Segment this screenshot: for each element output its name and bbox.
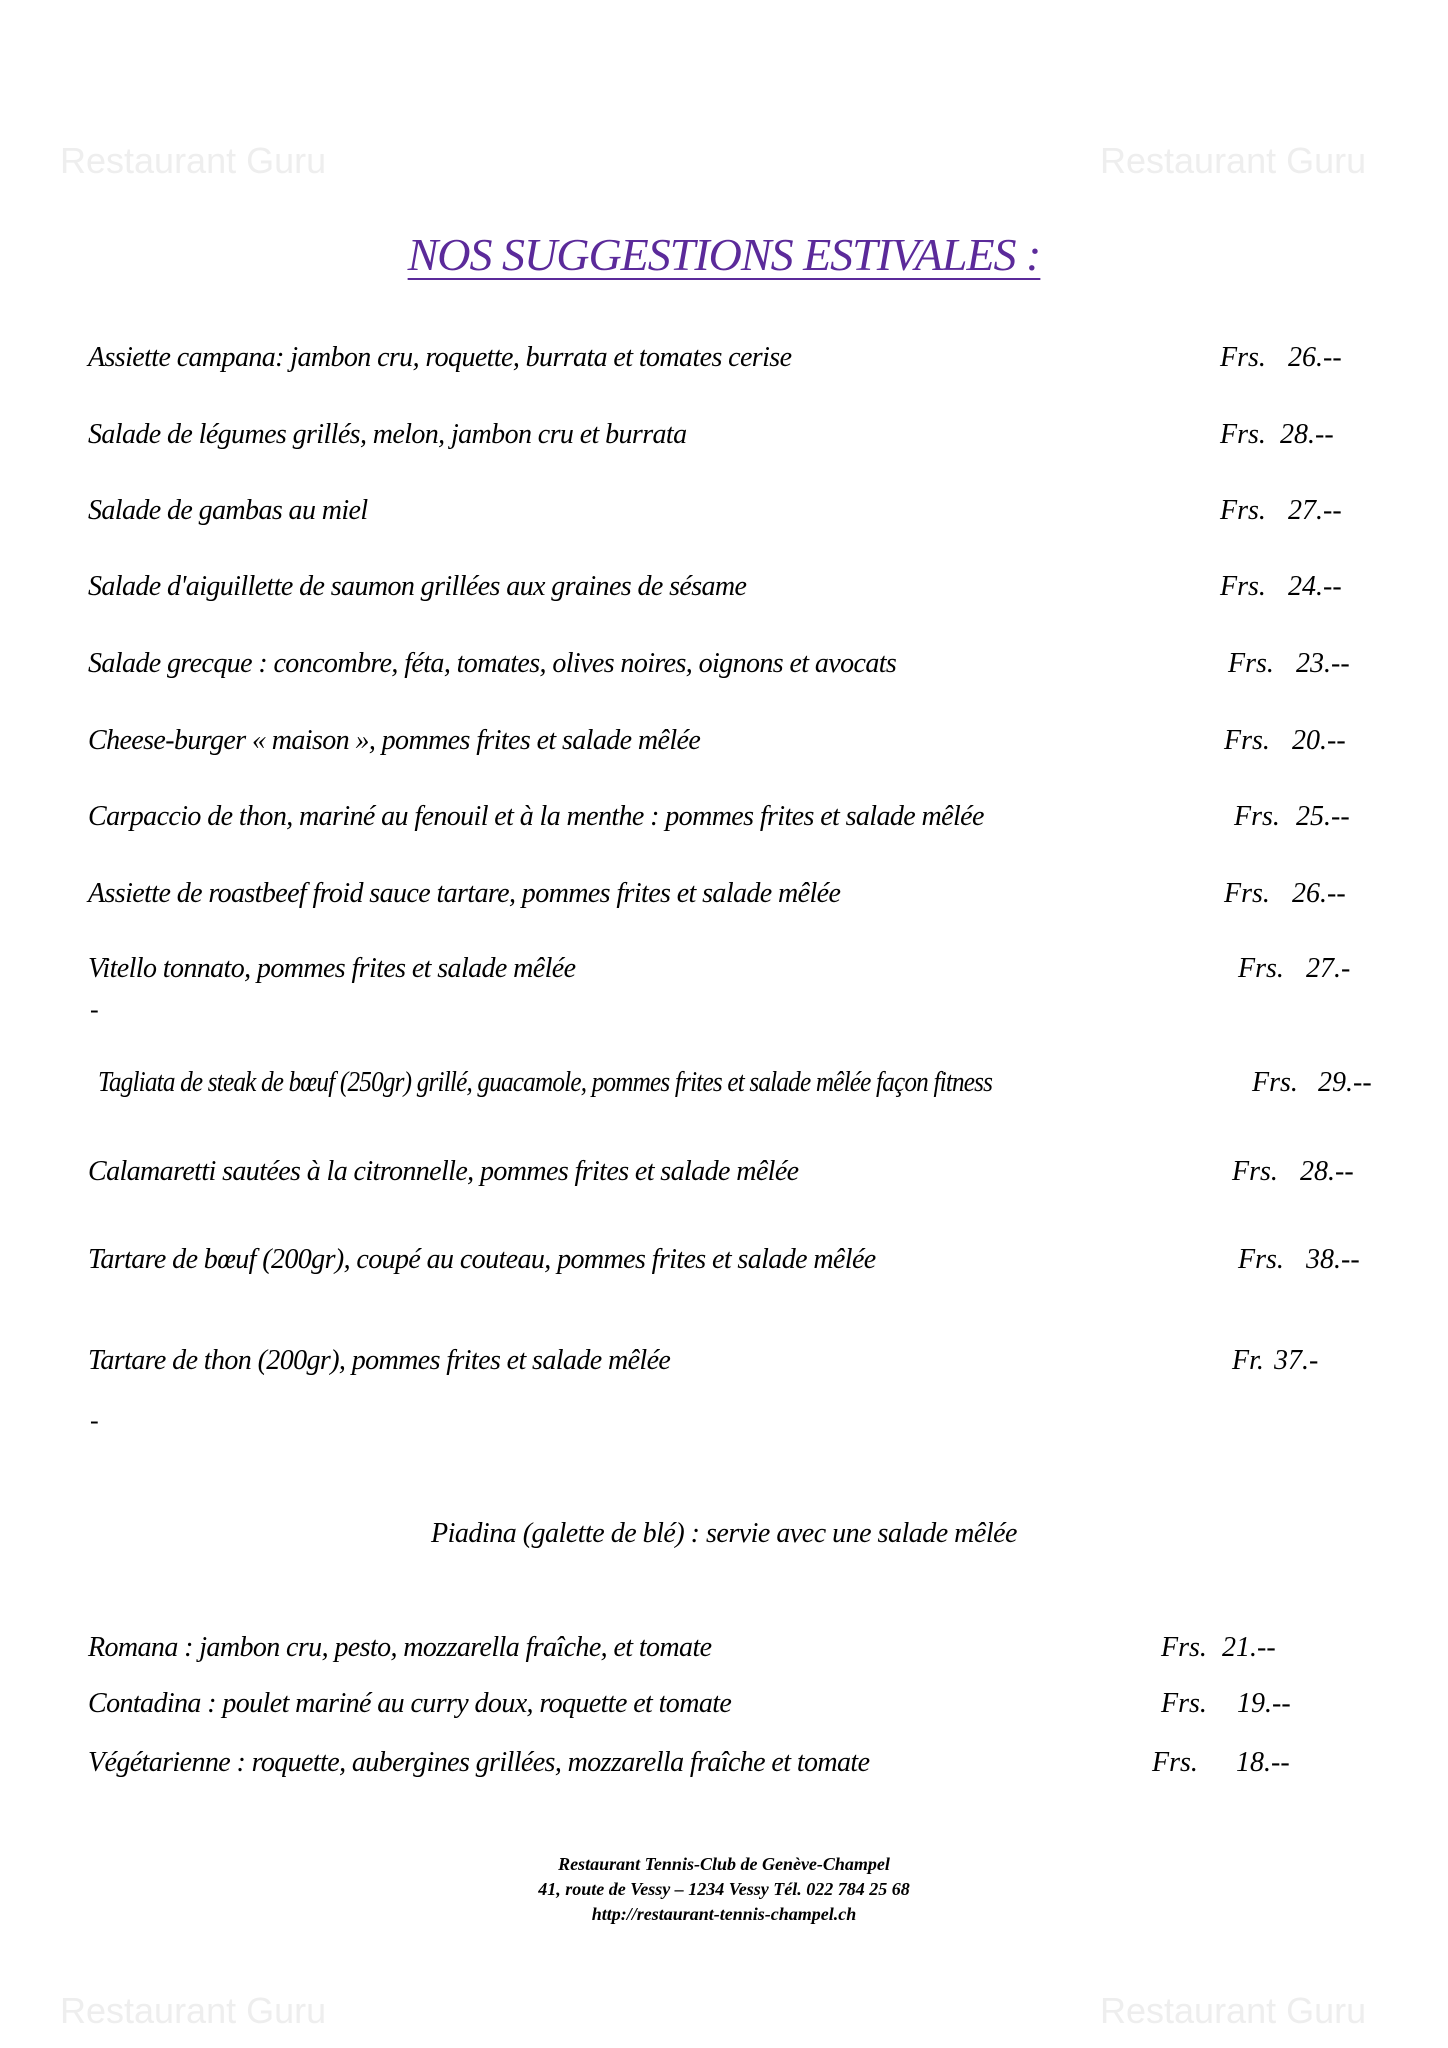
piadina-item-price: 21.-- — [1222, 1632, 1276, 1663]
menu-item-currency: Frs. — [1220, 571, 1266, 602]
page-title: NOS SUGGESTIONS ESTIVALES : — [407, 229, 1041, 280]
menu-item-price: 29.-- — [1318, 1067, 1372, 1098]
menu-item-name: Salade d'aiguillette de saumon grillées aux graines de sésame — [88, 571, 747, 602]
menu-item-price: 27.- — [1306, 953, 1351, 984]
menu-item-price: 27.-- — [1288, 495, 1342, 526]
piadina-item-name: Romana : jambon cru, pesto, mozzarella fraîche, et tomate — [88, 1632, 712, 1663]
watermark: Restaurant Guru — [60, 1990, 327, 2031]
menu-item-price: 25.-- — [1296, 801, 1350, 832]
piadina-item-currency: Frs. — [1152, 1747, 1198, 1778]
menu-item-name: Calamaretti sautées à la citronnelle, pommes frites et salade mêlée — [88, 1156, 799, 1187]
menu-item-name: Vitello tonnato, pommes frites et salade mêlée — [88, 953, 576, 984]
footer — [0, 1852, 1448, 1927]
menu-item-currency: Frs. — [1220, 495, 1266, 526]
menu-item-name: Salade de légumes grillés, melon, jambon cru et burrata — [88, 419, 687, 450]
menu-item-name: Carpaccio de thon, mariné au fenouil et à la menthe : pommes frites et salade mêlée — [88, 801, 984, 832]
menu-item-name: Assiette campana: jambon cru, roquette, burrata et tomates cerise — [88, 342, 792, 373]
menu-item-name: Salade grecque : concombre, féta, tomates, olives noires, oignons et avocats — [88, 648, 897, 679]
restaurant-name: Restaurant Tennis-Club de Genève-Champel — [558, 1854, 890, 1874]
menu-item-currency: Frs. — [1232, 1156, 1278, 1187]
menu-item-name: Tartare de thon (200gr), pommes frites et salade mêlée — [88, 1345, 671, 1376]
menu-item-price: 23.-- — [1296, 648, 1350, 679]
piadina-item-price: 18.-- — [1236, 1747, 1290, 1778]
menu-item-price: 26.-- — [1288, 342, 1342, 373]
menu-item-name: Assiette de roastbeef froid sauce tartare, pommes frites et salade mêlée — [88, 878, 841, 909]
menu-item-currency: Frs. — [1238, 1244, 1284, 1275]
menu-item-price: 20.-- — [1292, 725, 1346, 756]
menu-item-price: 26.-- — [1292, 878, 1346, 909]
menu-item-name: Tartare de bœuf (200gr), coupé au couteau, pommes frites et salade mêlée — [88, 1244, 876, 1275]
menu-item-currency: Fr. — [1232, 1345, 1264, 1376]
menu-item-name: Salade de gambas au miel — [88, 495, 368, 526]
restaurant-url[interactable]: http://restaurant-tennis-champel.ch — [591, 1904, 857, 1924]
menu-item-currency: Frs. — [1224, 725, 1270, 756]
menu-item-currency: Frs. — [1220, 419, 1266, 450]
menu-item-currency: Frs. — [1220, 342, 1266, 373]
menu-item-price: 28.-- — [1280, 419, 1334, 450]
watermark: Restaurant Guru — [1100, 1990, 1367, 2031]
menu-item-price: 28.-- — [1300, 1156, 1354, 1187]
piadina-item-currency: Frs. — [1161, 1688, 1207, 1719]
piadina-item-name: Contadina : poulet mariné au curry doux, roquette et tomate — [88, 1688, 732, 1719]
menu-item-name: Tagliata de steak de bœuf (250gr) grillé, guacamole, pommes frites et salade mêlée façon fitness — [98, 1067, 993, 1098]
piadina-item-price: 19.-- — [1237, 1688, 1291, 1719]
dash: - — [90, 1406, 99, 1435]
piadina-item-currency: Frs. — [1161, 1632, 1207, 1663]
menu-item-currency: Frs. — [1224, 878, 1270, 909]
menu-item-currency: Frs. — [1238, 953, 1284, 984]
menu-item-price: 37.- — [1274, 1345, 1319, 1376]
menu-item-price: 38.-- — [1306, 1244, 1360, 1275]
restaurant-address: 41, route de Vessy – 1234 Vessy Tél. 022 784 25 68 — [538, 1879, 910, 1899]
menu-item-currency: Frs. — [1252, 1067, 1298, 1098]
menu-item-name: Cheese-burger « maison », pommes frites et salade mêlée — [88, 725, 701, 756]
watermark: Restaurant Guru — [1100, 140, 1367, 181]
menu-item-price: 24.-- — [1288, 571, 1342, 602]
dash: - — [90, 995, 99, 1024]
menu-item-currency: Frs. — [1234, 801, 1280, 832]
piadina-heading: Piadina (galette de blé) : servie avec une salade mêlée — [431, 1518, 1017, 1549]
piadina-item-name: Végétarienne : roquette, aubergines grillées, mozzarella fraîche et tomate — [88, 1747, 870, 1778]
menu-item-currency: Frs. — [1228, 648, 1274, 679]
watermark: Restaurant Guru — [60, 140, 327, 181]
